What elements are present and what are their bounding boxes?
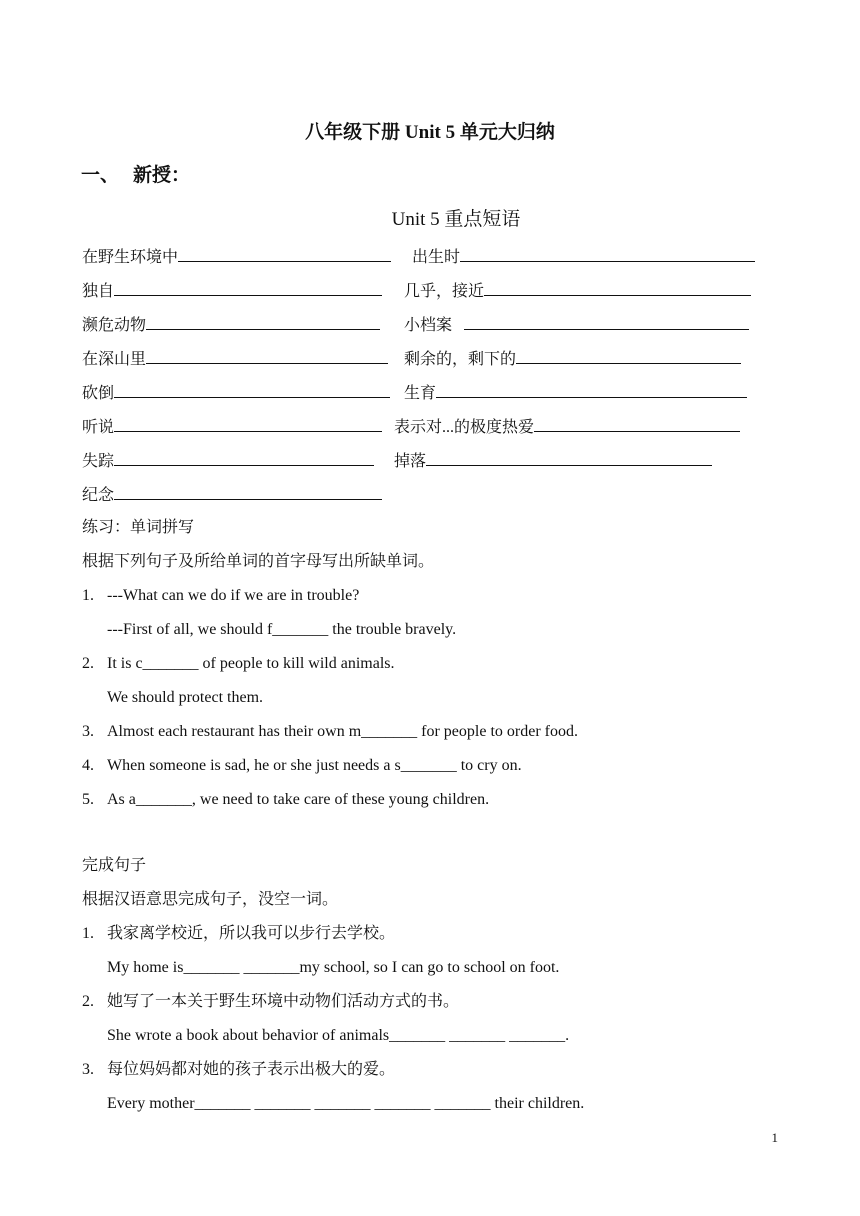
- page-number: 1: [771, 1130, 778, 1145]
- phrase-label: 听说: [82, 419, 115, 436]
- item-number: 4.: [82, 757, 94, 774]
- phrase-label: 表示对...的极度热爱: [394, 419, 535, 436]
- phrase-label: 出生时: [412, 249, 461, 266]
- exercise-instruction: 根据下列句子及所给单词的首字母写出所缺单词。: [82, 553, 435, 570]
- phrase-label: 在深山里: [82, 351, 147, 368]
- answer-blank: [464, 313, 749, 330]
- answer-blank: [178, 245, 391, 262]
- phrase-label: 几乎，接近: [404, 283, 485, 300]
- answer-blank: [146, 313, 380, 330]
- answer-blank: [114, 415, 382, 432]
- item-line: 每位妈妈都对她的孩子表示出极大的爱。: [107, 1061, 396, 1078]
- item-number: 3.: [82, 1061, 94, 1078]
- section-label: 新授：: [133, 165, 191, 186]
- item-line: ---What can we do if we are in trouble?: [107, 587, 360, 604]
- item-line: Every mother_______ _______ _______ _______ _______ their children.: [107, 1095, 585, 1112]
- answer-blank: [146, 347, 388, 364]
- item-line: We should protect them.: [107, 689, 264, 706]
- item-line: When someone is sad, he or she just needs a s_______ to cry on.: [107, 757, 522, 774]
- exercise-heading: 练习：单词拼写: [82, 519, 195, 536]
- phrase-label: 砍倒: [82, 385, 115, 402]
- answer-blank: [460, 245, 755, 262]
- answer-blank: [436, 381, 747, 398]
- item-number: 1.: [82, 587, 94, 604]
- answer-blank: [114, 381, 390, 398]
- phrase-label: 濒危动物: [82, 317, 147, 334]
- page-title: 八年级下册 Unit 5 单元大归纳: [305, 122, 555, 143]
- item-line: 我家离学校近，所以我可以步行去学校。: [107, 925, 396, 942]
- exercise-heading: 完成句子: [82, 857, 147, 874]
- answer-blank: [534, 415, 740, 432]
- item-number: 2.: [82, 993, 94, 1010]
- phrase-label: 掉落: [394, 453, 427, 470]
- phrase-label: 独自: [82, 283, 115, 300]
- answer-blank: [426, 449, 712, 466]
- item-number: 5.: [82, 791, 94, 808]
- phrase-label: 生育: [404, 385, 437, 402]
- phrase-label: 小档案: [404, 317, 453, 334]
- answer-blank: [114, 449, 374, 466]
- item-number: 3.: [82, 723, 94, 740]
- section-heading: [81, 160, 190, 187]
- section-number: 一、: [81, 165, 120, 186]
- item-number: 1.: [82, 925, 94, 942]
- phrase-label: 在野生环境中: [82, 249, 179, 266]
- item-line: 她写了一本关于野生环境中动物们活动方式的书。: [107, 993, 460, 1010]
- phrase-label: 剩余的，剩下的: [404, 351, 517, 368]
- answer-blank: [114, 483, 382, 500]
- item-line: It is c_______ of people to kill wild animals.: [107, 655, 395, 672]
- phrase-label: 失踪: [82, 453, 115, 470]
- item-line: ---First of all, we should f_______ the trouble bravely.: [107, 621, 457, 638]
- item-line: As a_______, we need to take care of these young children.: [107, 791, 490, 808]
- phrase-label: 纪念: [82, 487, 115, 504]
- phrases-heading: Unit 5 重点短语: [391, 209, 521, 230]
- item-number: 2.: [82, 655, 94, 672]
- answer-blank: [516, 347, 741, 364]
- item-line: My home is_______ _______my school, so I can go to school on foot.: [107, 959, 560, 976]
- exercise-instruction: 根据汉语意思完成句子，没空一词。: [82, 891, 339, 908]
- answer-blank: [484, 279, 751, 296]
- answer-blank: [114, 279, 382, 296]
- item-line: Almost each restaurant has their own m_______ for people to order food.: [107, 723, 578, 740]
- item-line: She wrote a book about behavior of animals_______ _______ _______.: [107, 1027, 570, 1044]
